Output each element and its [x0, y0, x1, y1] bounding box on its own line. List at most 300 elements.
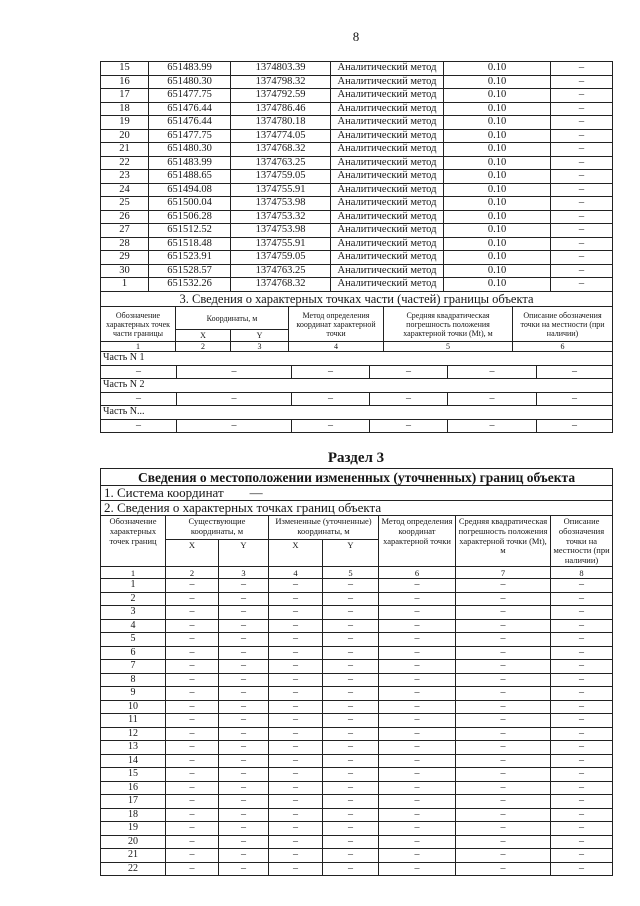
column-number: 2	[176, 342, 231, 352]
coord-y: 1374786.46	[231, 102, 331, 116]
point-number: 26	[101, 210, 149, 224]
description: –	[551, 781, 613, 795]
part-value: –	[136, 419, 141, 431]
error: 0.10	[444, 102, 551, 116]
method: –	[379, 781, 456, 795]
method: Аналитический метод	[331, 62, 444, 76]
existing-x: –	[166, 606, 219, 620]
changed-y: –	[323, 633, 379, 647]
boundary-point-row	[101, 835, 613, 849]
error: 0.10	[444, 129, 551, 143]
changed-y: –	[323, 646, 379, 660]
part-value: –	[447, 366, 536, 379]
method: –	[379, 714, 456, 728]
boundary-point-row	[101, 619, 613, 633]
part-values-row	[101, 419, 613, 433]
boundary-point-row	[101, 592, 613, 606]
point-number: 16	[101, 75, 149, 89]
error: 0.10	[444, 75, 551, 89]
point-number: 20	[101, 129, 149, 143]
changed-x: –	[269, 579, 323, 593]
coord-system-label: 1. Система координат	[104, 485, 224, 500]
changed-x: –	[269, 687, 323, 701]
header-method: Метод определения координат характерной точки	[379, 516, 456, 567]
method: Аналитический метод	[331, 224, 444, 238]
subtitle-row	[101, 469, 613, 486]
point-number: 19	[101, 116, 149, 130]
part-value: –	[536, 420, 612, 433]
boundary-point-row	[101, 795, 613, 809]
method: Аналитический метод	[331, 197, 444, 211]
point-number: 7	[101, 660, 166, 674]
description: –	[551, 237, 613, 251]
header-point-label: Обозначение характерных точек границ	[101, 516, 166, 567]
changed-y: –	[323, 727, 379, 741]
boundary-point-row	[101, 700, 613, 714]
changed-boundary-table	[100, 468, 613, 876]
point-number: 17	[101, 89, 149, 103]
description: –	[551, 62, 613, 76]
existing-y: –	[219, 673, 269, 687]
changed-x: –	[269, 862, 323, 876]
changed-y: –	[323, 741, 379, 755]
coord-y: 1374759.05	[231, 170, 331, 184]
method: Аналитический метод	[331, 129, 444, 143]
changed-x: –	[269, 849, 323, 863]
description: –	[551, 687, 613, 701]
existing-x: –	[166, 660, 219, 674]
part-label: Часть N...	[101, 406, 613, 420]
existing-y: –	[219, 808, 269, 822]
point-number: 28	[101, 237, 149, 251]
error: –	[456, 835, 551, 849]
column-number: 3	[219, 567, 269, 579]
point-row	[101, 102, 613, 116]
changed-x: –	[269, 741, 323, 755]
existing-y: –	[219, 822, 269, 836]
existing-y: –	[219, 687, 269, 701]
description: –	[551, 741, 613, 755]
point-number: 13	[101, 741, 166, 755]
method: –	[379, 808, 456, 822]
error: –	[456, 808, 551, 822]
boundary-point-row	[101, 781, 613, 795]
header-changed-y: Y	[323, 540, 379, 567]
point-number: 25	[101, 197, 149, 211]
header-existing-x: X	[166, 540, 219, 567]
boundary-point-row	[101, 849, 613, 863]
point-row	[101, 278, 613, 292]
header-description: Описание обозначения точки на местности (при наличии)	[513, 307, 613, 342]
existing-y: –	[219, 768, 269, 782]
changed-x: –	[269, 754, 323, 768]
method: Аналитический метод	[331, 116, 444, 130]
description: –	[551, 754, 613, 768]
method: –	[379, 579, 456, 593]
method: Аналитический метод	[331, 251, 444, 265]
column-number: 7	[456, 567, 551, 579]
error: –	[456, 619, 551, 633]
error: –	[456, 646, 551, 660]
existing-y: –	[219, 849, 269, 863]
description: –	[551, 278, 613, 292]
error: –	[456, 768, 551, 782]
point-row	[101, 264, 613, 278]
part-value: –	[136, 365, 141, 377]
description: –	[551, 129, 613, 143]
description: –	[551, 646, 613, 660]
point-number: 30	[101, 264, 149, 278]
changed-x: –	[269, 660, 323, 674]
coord-x: 651518.48	[149, 237, 231, 251]
existing-x: –	[166, 808, 219, 822]
method: –	[379, 795, 456, 809]
description: –	[551, 75, 613, 89]
description: –	[551, 264, 613, 278]
header-changed-coordinates: Измененные (уточненные) координаты, м	[269, 516, 379, 540]
existing-x: –	[166, 754, 219, 768]
changed-y: –	[323, 754, 379, 768]
point-number: 20	[101, 835, 166, 849]
header-changed-x: X	[269, 540, 323, 567]
method: –	[379, 835, 456, 849]
point-row	[101, 129, 613, 143]
boundary-point-row	[101, 579, 613, 593]
existing-y: –	[219, 633, 269, 647]
boundary-points-table	[100, 61, 613, 292]
changed-x: –	[269, 606, 323, 620]
description: –	[551, 727, 613, 741]
point-number: 18	[101, 102, 149, 116]
changed-x: –	[269, 768, 323, 782]
part-values-row	[101, 365, 613, 379]
existing-y: –	[219, 619, 269, 633]
coord-x: 651500.04	[149, 197, 231, 211]
changed-y: –	[323, 700, 379, 714]
coord-y: 1374753.98	[231, 224, 331, 238]
method: –	[379, 700, 456, 714]
error: 0.10	[444, 251, 551, 265]
part-values-row	[101, 392, 613, 406]
error: –	[456, 862, 551, 876]
column-numbers-row	[101, 342, 613, 352]
method: –	[379, 768, 456, 782]
description: –	[551, 795, 613, 809]
method: –	[379, 673, 456, 687]
existing-x: –	[166, 727, 219, 741]
error: –	[456, 579, 551, 593]
point-row	[101, 62, 613, 76]
header-error: Средняя квадратическая погрешность положения характерной точки (Mt), м	[384, 307, 513, 342]
existing-x: –	[166, 646, 219, 660]
existing-y: –	[219, 835, 269, 849]
description: –	[551, 143, 613, 157]
point-row	[101, 75, 613, 89]
coord-x: 651532.26	[149, 278, 231, 292]
existing-x: –	[166, 592, 219, 606]
column-number: 6	[513, 342, 613, 352]
section-heading: Раздел 3	[327, 450, 385, 466]
header-method: Метод определения координат характерной точки	[289, 307, 384, 342]
boundary-point-row	[101, 633, 613, 647]
header-description: Описание обозначения точки на местности (при наличии)	[551, 516, 613, 567]
existing-y: –	[219, 579, 269, 593]
changed-x: –	[269, 822, 323, 836]
coord-y: 1374803.39	[231, 62, 331, 76]
error: –	[456, 781, 551, 795]
changed-y: –	[323, 714, 379, 728]
description: –	[551, 619, 613, 633]
coord-x: 651494.08	[149, 183, 231, 197]
existing-y: –	[219, 727, 269, 741]
coord-y: 1374755.91	[231, 237, 331, 251]
boundary-point-row	[101, 714, 613, 728]
error: –	[456, 687, 551, 701]
header-y: Y	[231, 330, 289, 342]
part-values	[101, 366, 612, 379]
method: –	[379, 687, 456, 701]
part-value: –	[176, 420, 291, 433]
changed-x: –	[269, 646, 323, 660]
point-number: 1	[101, 579, 166, 593]
point-number: 2	[101, 592, 166, 606]
coord-system-value: —	[249, 485, 263, 500]
header-coordinates: Координаты, м	[176, 307, 289, 330]
changed-y: –	[323, 862, 379, 876]
error: 0.10	[444, 210, 551, 224]
part-value: –	[447, 420, 536, 433]
existing-x: –	[166, 849, 219, 863]
error: –	[456, 673, 551, 687]
header-row	[101, 516, 613, 540]
point-number: 15	[101, 768, 166, 782]
part-value: –	[176, 366, 291, 379]
part-value: –	[536, 393, 612, 406]
method: Аналитический метод	[331, 156, 444, 170]
point-number: 6	[101, 646, 166, 660]
error: 0.10	[444, 62, 551, 76]
error: 0.10	[444, 116, 551, 130]
method: –	[379, 862, 456, 876]
point-row	[101, 170, 613, 184]
method: Аналитический метод	[331, 102, 444, 116]
header-existing-y: Y	[219, 540, 269, 567]
method: –	[379, 822, 456, 836]
point-number: 27	[101, 224, 149, 238]
column-number: 5	[323, 567, 379, 579]
existing-x: –	[166, 795, 219, 809]
method: Аналитический метод	[331, 237, 444, 251]
point-number: 21	[101, 143, 149, 157]
coord-x: 651506.28	[149, 210, 231, 224]
boundary-point-row	[101, 822, 613, 836]
column-number: 4	[289, 342, 384, 352]
description: –	[551, 170, 613, 184]
changed-y: –	[323, 781, 379, 795]
error: 0.10	[444, 143, 551, 157]
changed-y: –	[323, 606, 379, 620]
point-number: 3	[101, 606, 166, 620]
description: –	[551, 835, 613, 849]
error: –	[456, 741, 551, 755]
point-number: 9	[101, 687, 166, 701]
point-number: 19	[101, 822, 166, 836]
part-label-row	[101, 379, 613, 393]
changed-y: –	[323, 808, 379, 822]
existing-x: –	[166, 835, 219, 849]
boundary-point-row	[101, 673, 613, 687]
description: –	[551, 808, 613, 822]
point-row	[101, 89, 613, 103]
coord-system-row	[101, 486, 613, 501]
error: –	[456, 754, 551, 768]
coord-x: 651483.99	[149, 156, 231, 170]
description: –	[551, 183, 613, 197]
part-points-title: 3. Сведения о характерных точках части (частей) границы объекта	[101, 292, 613, 307]
part-value: –	[136, 392, 141, 404]
method: Аналитический метод	[331, 210, 444, 224]
point-number: 18	[101, 808, 166, 822]
boundary-point-row	[101, 727, 613, 741]
description: –	[551, 606, 613, 620]
changed-x: –	[269, 727, 323, 741]
coord-x: 651523.91	[149, 251, 231, 265]
point-number: 4	[101, 619, 166, 633]
method: –	[379, 619, 456, 633]
description: –	[551, 768, 613, 782]
part-value: –	[536, 366, 612, 379]
description: –	[551, 156, 613, 170]
coord-x: 651476.44	[149, 102, 231, 116]
changed-x: –	[269, 835, 323, 849]
part-value: –	[369, 420, 447, 433]
changed-y: –	[323, 835, 379, 849]
changed-y: –	[323, 768, 379, 782]
part-points-table	[100, 291, 613, 433]
changed-y: –	[323, 579, 379, 593]
error: 0.10	[444, 278, 551, 292]
point-row	[101, 116, 613, 130]
column-number: 4	[269, 567, 323, 579]
part-value: –	[291, 420, 369, 433]
changed-x: –	[269, 795, 323, 809]
section-title-row	[101, 292, 613, 307]
boundary-point-row	[101, 660, 613, 674]
point-number: 22	[101, 156, 149, 170]
point-row	[101, 224, 613, 238]
point-row	[101, 183, 613, 197]
existing-y: –	[219, 781, 269, 795]
description: –	[551, 197, 613, 211]
coord-y: 1374774.05	[231, 129, 331, 143]
description: –	[551, 822, 613, 836]
description: –	[551, 714, 613, 728]
column-number: 3	[231, 342, 289, 352]
method: Аналитический метод	[331, 75, 444, 89]
existing-x: –	[166, 700, 219, 714]
header-error: Средняя квадратическая погрешность положения характерной точки (Mt), м	[456, 516, 551, 567]
method: –	[379, 849, 456, 863]
changed-x: –	[269, 633, 323, 647]
part-values-cell	[101, 419, 613, 433]
error: –	[456, 727, 551, 741]
point-number: 14	[101, 754, 166, 768]
method: Аналитический метод	[331, 278, 444, 292]
part-values-cell	[101, 392, 613, 406]
point-row	[101, 143, 613, 157]
point-number: 29	[101, 251, 149, 265]
part-value: –	[369, 393, 447, 406]
coord-x: 651528.57	[149, 264, 231, 278]
part-label-row	[101, 352, 613, 366]
description: –	[551, 660, 613, 674]
description: –	[551, 251, 613, 265]
point-row	[101, 197, 613, 211]
coord-y: 1374759.05	[231, 251, 331, 265]
existing-x: –	[166, 619, 219, 633]
description: –	[551, 116, 613, 130]
existing-x: –	[166, 687, 219, 701]
existing-y: –	[219, 754, 269, 768]
point-number: 10	[101, 700, 166, 714]
existing-y: –	[219, 795, 269, 809]
error: 0.10	[444, 264, 551, 278]
changed-x: –	[269, 808, 323, 822]
changed-y: –	[323, 619, 379, 633]
existing-y: –	[219, 592, 269, 606]
point-number: 12	[101, 727, 166, 741]
description: –	[551, 700, 613, 714]
error: 0.10	[444, 197, 551, 211]
description: –	[551, 210, 613, 224]
changed-x: –	[269, 714, 323, 728]
point-number: 8	[101, 673, 166, 687]
point-number: 15	[101, 62, 149, 76]
existing-y: –	[219, 660, 269, 674]
point-row	[101, 237, 613, 251]
error: –	[456, 592, 551, 606]
part-value: –	[291, 393, 369, 406]
part-values	[101, 393, 612, 406]
coord-y: 1374753.32	[231, 210, 331, 224]
existing-y: –	[219, 606, 269, 620]
column-numbers-row	[101, 567, 613, 579]
changed-y: –	[323, 660, 379, 674]
boundary-point-row	[101, 808, 613, 822]
changed-x: –	[269, 700, 323, 714]
description: –	[551, 633, 613, 647]
existing-y: –	[219, 646, 269, 660]
method: –	[379, 592, 456, 606]
description: –	[551, 592, 613, 606]
method: Аналитический метод	[331, 183, 444, 197]
method: Аналитический метод	[331, 89, 444, 103]
changed-x: –	[269, 619, 323, 633]
changed-x: –	[269, 673, 323, 687]
point-number: 5	[101, 633, 166, 647]
existing-x: –	[166, 579, 219, 593]
error: –	[456, 795, 551, 809]
point-number: 1	[101, 278, 149, 292]
error: –	[456, 606, 551, 620]
changed-y: –	[323, 849, 379, 863]
changed-x: –	[269, 592, 323, 606]
point-number: 17	[101, 795, 166, 809]
coord-x: 651477.75	[149, 89, 231, 103]
points-title: 2. Сведения о характерных точках границ объекта	[101, 501, 613, 516]
method: –	[379, 633, 456, 647]
coord-y: 1374768.32	[231, 143, 331, 157]
